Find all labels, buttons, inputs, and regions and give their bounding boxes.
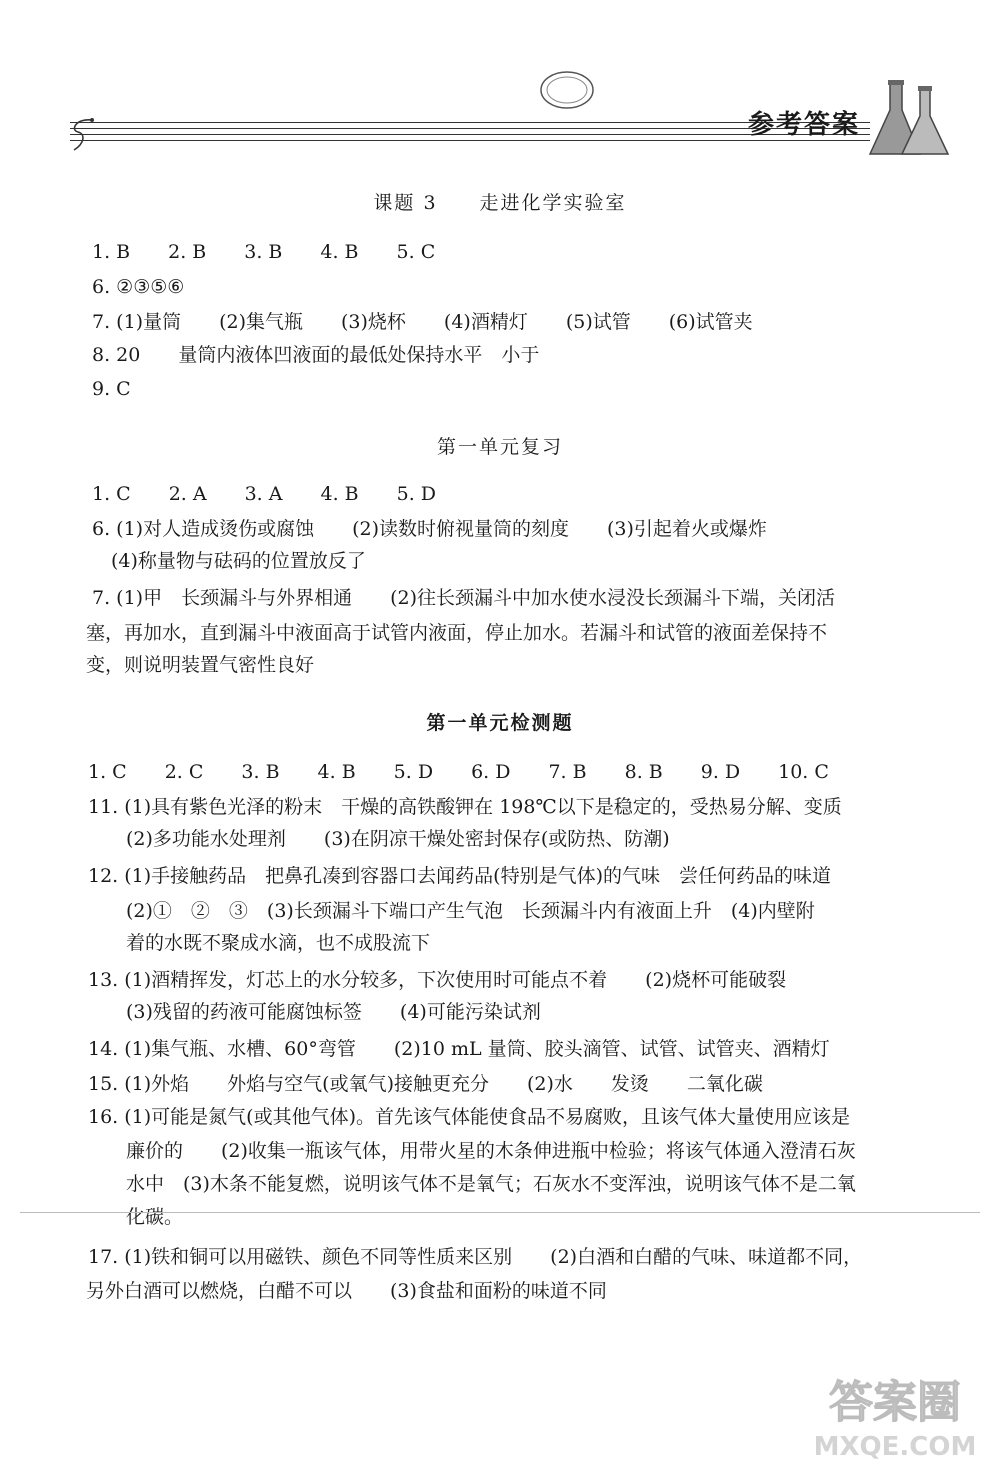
section-title-lesson-3: 课题 3 走进化学实验室: [373, 192, 627, 214]
answer-line: 变，则说明装置气密性良好: [86, 654, 315, 676]
answer-line: 1. B 2. B 3. B 4. B 5. C: [92, 241, 436, 263]
answer-line: (4)称量物与砝码的位置放反了: [92, 550, 366, 572]
svg-text:答案圈: 答案圈: [829, 1377, 961, 1428]
answer-line: 着的水既不聚成水滴，也不成股流下: [88, 932, 431, 954]
answer-line: (3)残留的药液可能腐蚀标签 (4)可能污染试剂: [88, 1001, 541, 1023]
answer-line: 8. 20 量筒内液体凹液面的最低处保持水平 小于: [92, 344, 540, 366]
answer-line: 12. (1)手接触药品 把鼻孔凑到容器口去闻药品(特别是气体)的气味 尝任何药品的味道: [88, 865, 831, 887]
answer-line: 化碳。: [88, 1206, 184, 1228]
answer-line: 14. (1)集气瓶、水槽、60°弯管 (2)10 mL 量筒、胶头滴管、试管、试管夹、酒精灯: [88, 1038, 830, 1060]
watermark-logo: [800, 1365, 990, 1465]
answer-line: 廉价的 (2)收集一瓶该气体，用带火星的木条伸进瓶中检验；将该气体通入澄清石灰: [88, 1140, 856, 1162]
answer-line: 6. ②③⑤⑥: [92, 276, 185, 298]
answer-line: (2)多功能水处理剂 (3)在阴凉干燥处密封保存(或防热、防潮): [88, 828, 670, 850]
answer-line: 17. (1)铁和铜可以用磁铁、颜色不同等性质来区别 (2)白酒和白醋的气味、味道都不同，: [88, 1246, 863, 1268]
page-fold-line: [20, 1212, 980, 1213]
answer-line: 15. (1)外焰 外焰与空气(或氧气)接触更充分 (2)水 发烫 二氧化碳: [88, 1073, 763, 1095]
answer-line: 塞，再加水，直到漏斗中液面高于试管内液面，停止加水。若漏斗和试管的液面差保持不: [86, 622, 828, 644]
section-title-unit-1-review: 第一单元复习: [436, 436, 563, 458]
seal-icon: [535, 66, 599, 114]
answer-line: 1. C 2. C 3. B 4. B 5. D 6. D 7. B 8. B 9. D 10. C: [88, 761, 829, 783]
page-header-title: 参考答案: [748, 110, 861, 140]
flask-icon: [862, 70, 952, 158]
svg-text:MXQE.COM: MXQE.COM: [813, 1432, 977, 1462]
answer-line: 水中 (3)木条不能复燃，说明该气体不是氧气；石灰水不变浑浊，说明该气体不是二氧: [88, 1173, 856, 1195]
answer-line: 7. (1)甲 长颈漏斗与外界相通 (2)往长颈漏斗中加水使水浸没长颈漏斗下端，关闭活: [92, 587, 835, 609]
answer-line: 9. C: [92, 378, 131, 400]
answer-line: 13. (1)酒精挥发，灯芯上的水分较多，下次使用时可能点不着 (2)烧杯可能破裂: [88, 969, 787, 991]
answer-line: 16. (1)可能是氮气(或其他气体)。首先该气体能使食品不易腐败，且该气体大量使用应该是: [88, 1106, 850, 1128]
answer-line: (2)① ② ③ (3)长颈漏斗下端口产生气泡 长颈漏斗内有液面上升 (4)内壁附: [88, 900, 815, 922]
section-title-unit-1-test: 第一单元检测题: [426, 712, 574, 734]
answer-line: 6. (1)对人造成烫伤或腐蚀 (2)读数时俯视量筒的刻度 (3)引起着火或爆炸: [92, 518, 767, 540]
answer-line: 另外白酒可以燃烧，白醋不可以 (3)食盐和面粉的味道不同: [86, 1280, 607, 1302]
answer-line: 7. (1)量筒 (2)集气瓶 (3)烧杯 (4)酒精灯 (5)试管 (6)试管夹: [92, 311, 753, 333]
answer-line: 11. (1)具有紫色光泽的粉末 干燥的高铁酸钾在 198℃以下是稳定的，受热易分解、变质: [88, 796, 842, 818]
answer-line: 1. C 2. A 3. A 4. B 5. D: [92, 483, 437, 505]
